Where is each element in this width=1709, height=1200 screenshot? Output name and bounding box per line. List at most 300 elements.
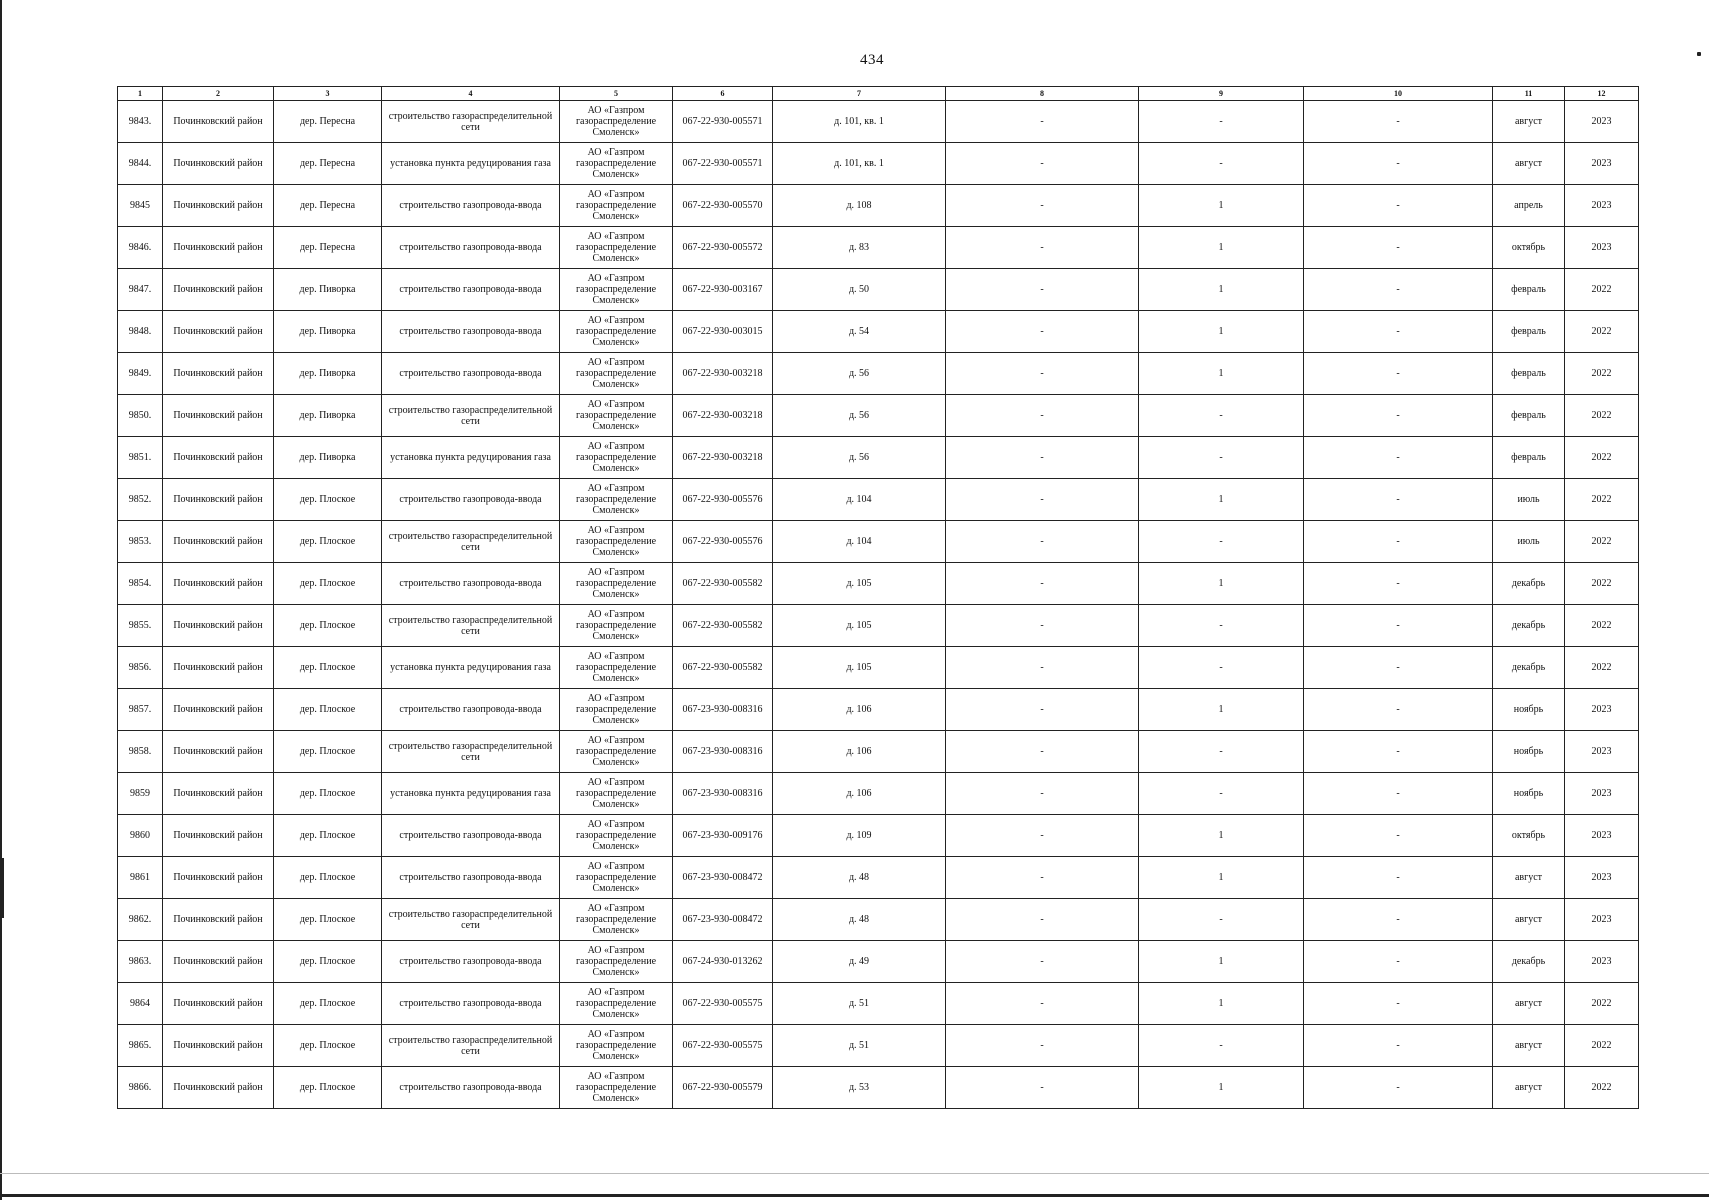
application-code-cell: 067-22-930-003015 <box>673 311 773 353</box>
column-8-cell: - <box>946 647 1139 689</box>
application-code-cell: 067-24-930-013262 <box>673 941 773 983</box>
table-row <box>118 983 1639 1025</box>
column-10-cell: - <box>1304 143 1493 185</box>
row-number: 9846. <box>118 227 163 269</box>
month-cell: июль <box>1493 521 1565 563</box>
work-type-cell: строительство газопровода-ввода <box>382 185 560 227</box>
month-cell: февраль <box>1493 437 1565 479</box>
address-cell: д. 48 <box>773 899 946 941</box>
address-cell: д. 56 <box>773 353 946 395</box>
application-code-cell: 067-22-930-005571 <box>673 101 773 143</box>
table-row <box>118 1025 1639 1067</box>
application-code-cell: 067-22-930-005575 <box>673 1025 773 1067</box>
column-header: 5 <box>560 87 673 101</box>
district-cell: Починковский район <box>163 311 274 353</box>
column-9-cell: - <box>1139 773 1304 815</box>
column-10-cell: - <box>1304 1025 1493 1067</box>
application-code-cell: 067-23-930-009176 <box>673 815 773 857</box>
month-cell: ноябрь <box>1493 731 1565 773</box>
month-cell: август <box>1493 1067 1565 1109</box>
column-10-cell: - <box>1304 311 1493 353</box>
column-header: 12 <box>1565 87 1639 101</box>
address-cell: д. 105 <box>773 647 946 689</box>
district-cell: Починковский район <box>163 983 274 1025</box>
district-cell: Починковский район <box>163 647 274 689</box>
month-cell: октябрь <box>1493 815 1565 857</box>
address-cell: д. 101, кв. 1 <box>773 143 946 185</box>
page-number: 434 <box>860 52 884 68</box>
work-type-cell: строительство газопровода-ввода <box>382 815 560 857</box>
work-type-cell: установка пункта редуцирования газа <box>382 437 560 479</box>
table-row <box>118 395 1639 437</box>
column-8-cell: - <box>946 563 1139 605</box>
row-number: 9866. <box>118 1067 163 1109</box>
work-type-cell: строительство газопровода-ввода <box>382 479 560 521</box>
column-10-cell: - <box>1304 269 1493 311</box>
address-cell: д. 105 <box>773 605 946 647</box>
column-8-cell: - <box>946 311 1139 353</box>
work-type-cell: строительство газопровода-ввода <box>382 857 560 899</box>
address-cell: д. 101, кв. 1 <box>773 101 946 143</box>
column-8-cell: - <box>946 1067 1139 1109</box>
month-cell: август <box>1493 983 1565 1025</box>
column-10-cell: - <box>1304 605 1493 647</box>
year-cell: 2022 <box>1565 521 1639 563</box>
row-number: 9850. <box>118 395 163 437</box>
work-type-cell: строительство газопровода-ввода <box>382 311 560 353</box>
column-10-cell: - <box>1304 479 1493 521</box>
village-cell: дер. Плоское <box>274 899 382 941</box>
year-cell: 2023 <box>1565 773 1639 815</box>
organization-cell: АО «Газпром газораспределение Смоленск» <box>560 437 673 479</box>
work-type-cell: установка пункта редуцирования газа <box>382 647 560 689</box>
district-cell: Починковский район <box>163 857 274 899</box>
village-cell: дер. Плоское <box>274 731 382 773</box>
year-cell: 2022 <box>1565 605 1639 647</box>
row-number: 9859 <box>118 773 163 815</box>
address-cell: д. 104 <box>773 521 946 563</box>
column-8-cell: - <box>946 479 1139 521</box>
year-cell: 2023 <box>1565 143 1639 185</box>
column-10-cell: - <box>1304 857 1493 899</box>
work-type-cell: установка пункта редуцирования газа <box>382 143 560 185</box>
address-cell: д. 108 <box>773 185 946 227</box>
work-type-cell: строительство газораспределительной сети <box>382 731 560 773</box>
application-code-cell: 067-22-930-005582 <box>673 647 773 689</box>
application-code-cell: 067-23-930-008316 <box>673 689 773 731</box>
work-type-cell: строительство газораспределительной сети <box>382 1025 560 1067</box>
column-10-cell: - <box>1304 395 1493 437</box>
column-9-cell: 1 <box>1139 941 1304 983</box>
column-9-cell: 1 <box>1139 1067 1304 1109</box>
district-cell: Починковский район <box>163 773 274 815</box>
table-row <box>118 815 1639 857</box>
district-cell: Починковский район <box>163 731 274 773</box>
village-cell: дер. Плоское <box>274 563 382 605</box>
village-cell: дер. Пиворка <box>274 395 382 437</box>
application-code-cell: 067-22-930-005570 <box>673 185 773 227</box>
column-10-cell: - <box>1304 437 1493 479</box>
month-cell: июль <box>1493 479 1565 521</box>
work-type-cell: строительство газораспределительной сети <box>382 395 560 437</box>
month-cell: февраль <box>1493 353 1565 395</box>
organization-cell: АО «Газпром газораспределение Смоленск» <box>560 941 673 983</box>
column-10-cell: - <box>1304 647 1493 689</box>
address-cell: д. 53 <box>773 1067 946 1109</box>
table-row <box>118 605 1639 647</box>
organization-cell: АО «Газпром газораспределение Смоленск» <box>560 1067 673 1109</box>
row-number: 9844. <box>118 143 163 185</box>
column-8-cell: - <box>946 773 1139 815</box>
table-row <box>118 647 1639 689</box>
column-9-cell: - <box>1139 143 1304 185</box>
column-10-cell: - <box>1304 353 1493 395</box>
month-cell: февраль <box>1493 269 1565 311</box>
column-8-cell: - <box>946 227 1139 269</box>
address-cell: д. 48 <box>773 857 946 899</box>
scan-edge-mark <box>2 858 4 918</box>
district-cell: Починковский район <box>163 899 274 941</box>
column-9-cell: - <box>1139 1025 1304 1067</box>
village-cell: дер. Пересна <box>274 143 382 185</box>
year-cell: 2022 <box>1565 269 1639 311</box>
table-row <box>118 479 1639 521</box>
column-10-cell: - <box>1304 521 1493 563</box>
work-type-cell: строительство газораспределительной сети <box>382 899 560 941</box>
application-code-cell: 067-22-930-003218 <box>673 437 773 479</box>
year-cell: 2022 <box>1565 1025 1639 1067</box>
village-cell: дер. Плоское <box>274 1067 382 1109</box>
application-code-cell: 067-23-930-008316 <box>673 773 773 815</box>
table-row <box>118 185 1639 227</box>
organization-cell: АО «Газпром газораспределение Смоленск» <box>560 563 673 605</box>
district-cell: Починковский район <box>163 1067 274 1109</box>
application-code-cell: 067-22-930-005576 <box>673 521 773 563</box>
column-header: 7 <box>773 87 946 101</box>
address-cell: д. 51 <box>773 1025 946 1067</box>
column-9-cell: - <box>1139 899 1304 941</box>
organization-cell: АО «Газпром газораспределение Смоленск» <box>560 479 673 521</box>
application-code-cell: 067-23-930-008316 <box>673 731 773 773</box>
column-8-cell: - <box>946 521 1139 563</box>
column-9-cell: 1 <box>1139 353 1304 395</box>
column-8-cell: - <box>946 395 1139 437</box>
scan-edge-left <box>0 0 2 1200</box>
row-number: 9865. <box>118 1025 163 1067</box>
column-8-cell: - <box>946 857 1139 899</box>
column-10-cell: - <box>1304 1067 1493 1109</box>
organization-cell: АО «Газпром газораспределение Смоленск» <box>560 857 673 899</box>
column-9-cell: 1 <box>1139 269 1304 311</box>
application-code-cell: 067-22-930-003218 <box>673 395 773 437</box>
organization-cell: АО «Газпром газораспределение Смоленск» <box>560 311 673 353</box>
district-cell: Починковский район <box>163 563 274 605</box>
row-number: 9856. <box>118 647 163 689</box>
column-9-cell: 1 <box>1139 983 1304 1025</box>
village-cell: дер. Пиворка <box>274 269 382 311</box>
district-cell: Починковский район <box>163 185 274 227</box>
table-row <box>118 773 1639 815</box>
column-header: 9 <box>1139 87 1304 101</box>
column-9-cell: 1 <box>1139 311 1304 353</box>
work-type-cell: строительство газопровода-ввода <box>382 563 560 605</box>
application-code-cell: 067-22-930-003218 <box>673 353 773 395</box>
row-number: 9860 <box>118 815 163 857</box>
table-row <box>118 269 1639 311</box>
row-number: 9861 <box>118 857 163 899</box>
column-8-cell: - <box>946 689 1139 731</box>
organization-cell: АО «Газпром газораспределение Смоленск» <box>560 353 673 395</box>
month-cell: февраль <box>1493 311 1565 353</box>
column-8-cell: - <box>946 437 1139 479</box>
column-8-cell: - <box>946 983 1139 1025</box>
table-row <box>118 311 1639 353</box>
address-cell: д. 83 <box>773 227 946 269</box>
column-10-cell: - <box>1304 563 1493 605</box>
column-9-cell: - <box>1139 395 1304 437</box>
district-cell: Починковский район <box>163 437 274 479</box>
address-cell: д. 51 <box>773 983 946 1025</box>
table-row <box>118 857 1639 899</box>
column-9-cell: - <box>1139 437 1304 479</box>
column-10-cell: - <box>1304 731 1493 773</box>
table-row <box>118 101 1639 143</box>
column-number-row <box>118 87 1639 101</box>
application-code-cell: 067-22-930-005582 <box>673 563 773 605</box>
application-code-cell: 067-22-930-005582 <box>673 605 773 647</box>
row-number: 9855. <box>118 605 163 647</box>
month-cell: декабрь <box>1493 605 1565 647</box>
year-cell: 2022 <box>1565 395 1639 437</box>
district-cell: Починковский район <box>163 353 274 395</box>
work-type-cell: строительство газопровода-ввода <box>382 983 560 1025</box>
row-number: 9851. <box>118 437 163 479</box>
organization-cell: АО «Газпром газораспределение Смоленск» <box>560 227 673 269</box>
month-cell: ноябрь <box>1493 773 1565 815</box>
district-cell: Починковский район <box>163 143 274 185</box>
work-type-cell: строительство газопровода-ввода <box>382 269 560 311</box>
column-9-cell: 1 <box>1139 185 1304 227</box>
column-8-cell: - <box>946 605 1139 647</box>
address-cell: д. 54 <box>773 311 946 353</box>
column-header: 4 <box>382 87 560 101</box>
organization-cell: АО «Газпром газораспределение Смоленск» <box>560 1025 673 1067</box>
organization-cell: АО «Газпром газораспределение Смоленск» <box>560 605 673 647</box>
village-cell: дер. Плоское <box>274 521 382 563</box>
work-type-cell: строительство газопровода-ввода <box>382 941 560 983</box>
year-cell: 2022 <box>1565 353 1639 395</box>
organization-cell: АО «Газпром газораспределение Смоленск» <box>560 185 673 227</box>
column-8-cell: - <box>946 185 1139 227</box>
month-cell: декабрь <box>1493 941 1565 983</box>
table-row <box>118 353 1639 395</box>
table-row <box>118 941 1639 983</box>
organization-cell: АО «Газпром газораспределение Смоленск» <box>560 731 673 773</box>
column-8-cell: - <box>946 731 1139 773</box>
application-code-cell: 067-22-930-005579 <box>673 1067 773 1109</box>
year-cell: 2022 <box>1565 983 1639 1025</box>
column-9-cell: - <box>1139 101 1304 143</box>
district-cell: Починковский район <box>163 269 274 311</box>
organization-cell: АО «Газпром газораспределение Смоленск» <box>560 899 673 941</box>
district-cell: Починковский район <box>163 395 274 437</box>
district-cell: Починковский район <box>163 815 274 857</box>
column-8-cell: - <box>946 815 1139 857</box>
village-cell: дер. Плоское <box>274 479 382 521</box>
month-cell: август <box>1493 1025 1565 1067</box>
village-cell: дер. Пиворка <box>274 311 382 353</box>
village-cell: дер. Плоское <box>274 689 382 731</box>
village-cell: дер. Плоское <box>274 941 382 983</box>
column-8-cell: - <box>946 941 1139 983</box>
work-type-cell: строительство газопровода-ввода <box>382 1067 560 1109</box>
district-cell: Починковский район <box>163 689 274 731</box>
year-cell: 2023 <box>1565 731 1639 773</box>
year-cell: 2022 <box>1565 647 1639 689</box>
application-code-cell: 067-22-930-005571 <box>673 143 773 185</box>
column-10-cell: - <box>1304 185 1493 227</box>
year-cell: 2022 <box>1565 563 1639 605</box>
scan-bottom-edge <box>0 1194 1709 1197</box>
organization-cell: АО «Газпром газораспределение Смоленск» <box>560 773 673 815</box>
row-number: 9853. <box>118 521 163 563</box>
register-table <box>117 86 1639 1109</box>
district-cell: Починковский район <box>163 941 274 983</box>
village-cell: дер. Пересна <box>274 185 382 227</box>
organization-cell: АО «Газпром газораспределение Смоленск» <box>560 815 673 857</box>
column-header: 3 <box>274 87 382 101</box>
table-header <box>118 87 1639 101</box>
village-cell: дер. Пиворка <box>274 437 382 479</box>
column-9-cell: 1 <box>1139 815 1304 857</box>
village-cell: дер. Плоское <box>274 857 382 899</box>
year-cell: 2022 <box>1565 479 1639 521</box>
row-number: 9848. <box>118 311 163 353</box>
row-number: 9849. <box>118 353 163 395</box>
address-cell: д. 105 <box>773 563 946 605</box>
table-row <box>118 899 1639 941</box>
month-cell: декабрь <box>1493 647 1565 689</box>
village-cell: дер. Плоское <box>274 773 382 815</box>
column-10-cell: - <box>1304 815 1493 857</box>
row-number: 9847. <box>118 269 163 311</box>
address-cell: д. 109 <box>773 815 946 857</box>
district-cell: Починковский район <box>163 227 274 269</box>
organization-cell: АО «Газпром газораспределение Смоленск» <box>560 143 673 185</box>
year-cell: 2023 <box>1565 689 1639 731</box>
village-cell: дер. Плоское <box>274 815 382 857</box>
year-cell: 2022 <box>1565 437 1639 479</box>
address-cell: д. 56 <box>773 437 946 479</box>
column-10-cell: - <box>1304 773 1493 815</box>
month-cell: август <box>1493 143 1565 185</box>
column-header: 8 <box>946 87 1139 101</box>
column-8-cell: - <box>946 269 1139 311</box>
column-9-cell: 1 <box>1139 479 1304 521</box>
month-cell: февраль <box>1493 395 1565 437</box>
village-cell: дер. Плоское <box>274 647 382 689</box>
village-cell: дер. Пиворка <box>274 353 382 395</box>
column-header: 10 <box>1304 87 1493 101</box>
organization-cell: АО «Газпром газораспределение Смоленск» <box>560 395 673 437</box>
table-row <box>118 143 1639 185</box>
row-number: 9864 <box>118 983 163 1025</box>
village-cell: дер. Плоское <box>274 983 382 1025</box>
village-cell: дер. Плоское <box>274 1025 382 1067</box>
address-cell: д. 49 <box>773 941 946 983</box>
application-code-cell: 067-22-930-003167 <box>673 269 773 311</box>
column-8-cell: - <box>946 1025 1139 1067</box>
row-number: 9863. <box>118 941 163 983</box>
address-cell: д. 50 <box>773 269 946 311</box>
organization-cell: АО «Газпром газораспределение Смоленск» <box>560 647 673 689</box>
work-type-cell: строительство газораспределительной сети <box>382 521 560 563</box>
column-header: 11 <box>1493 87 1565 101</box>
district-cell: Починковский район <box>163 1025 274 1067</box>
year-cell: 2022 <box>1565 311 1639 353</box>
month-cell: октябрь <box>1493 227 1565 269</box>
village-cell: дер. Пересна <box>274 101 382 143</box>
column-header: 2 <box>163 87 274 101</box>
table-row <box>118 437 1639 479</box>
address-cell: д. 104 <box>773 479 946 521</box>
row-number: 9843. <box>118 101 163 143</box>
year-cell: 2023 <box>1565 899 1639 941</box>
table-row <box>118 689 1639 731</box>
organization-cell: АО «Газпром газораспределение Смоленск» <box>560 689 673 731</box>
application-code-cell: 067-23-930-008472 <box>673 899 773 941</box>
year-cell: 2023 <box>1565 941 1639 983</box>
row-number: 9852. <box>118 479 163 521</box>
work-type-cell: строительство газопровода-ввода <box>382 227 560 269</box>
column-9-cell: - <box>1139 605 1304 647</box>
work-type-cell: установка пункта редуцирования газа <box>382 773 560 815</box>
organization-cell: АО «Газпром газораспределение Смоленск» <box>560 269 673 311</box>
year-cell: 2023 <box>1565 101 1639 143</box>
district-cell: Починковский район <box>163 101 274 143</box>
column-10-cell: - <box>1304 983 1493 1025</box>
column-9-cell: 1 <box>1139 857 1304 899</box>
column-9-cell: 1 <box>1139 227 1304 269</box>
village-cell: дер. Пересна <box>274 227 382 269</box>
application-code-cell: 067-22-930-005576 <box>673 479 773 521</box>
organization-cell: АО «Газпром газораспределение Смоленск» <box>560 521 673 563</box>
column-header: 6 <box>673 87 773 101</box>
month-cell: август <box>1493 101 1565 143</box>
address-cell: д. 56 <box>773 395 946 437</box>
table-row <box>118 1067 1639 1109</box>
month-cell: август <box>1493 899 1565 941</box>
work-type-cell: строительство газопровода-ввода <box>382 353 560 395</box>
table-row <box>118 731 1639 773</box>
year-cell: 2023 <box>1565 185 1639 227</box>
district-cell: Починковский район <box>163 521 274 563</box>
column-9-cell: - <box>1139 731 1304 773</box>
row-number: 9854. <box>118 563 163 605</box>
row-number: 9857. <box>118 689 163 731</box>
address-cell: д. 106 <box>773 731 946 773</box>
column-8-cell: - <box>946 353 1139 395</box>
work-type-cell: строительство газораспределительной сети <box>382 101 560 143</box>
column-9-cell: - <box>1139 647 1304 689</box>
address-cell: д. 106 <box>773 689 946 731</box>
row-number: 9858. <box>118 731 163 773</box>
row-number: 9845 <box>118 185 163 227</box>
scan-mark-right <box>1697 52 1701 56</box>
month-cell: ноябрь <box>1493 689 1565 731</box>
work-type-cell: строительство газораспределительной сети <box>382 605 560 647</box>
table-row <box>118 521 1639 563</box>
